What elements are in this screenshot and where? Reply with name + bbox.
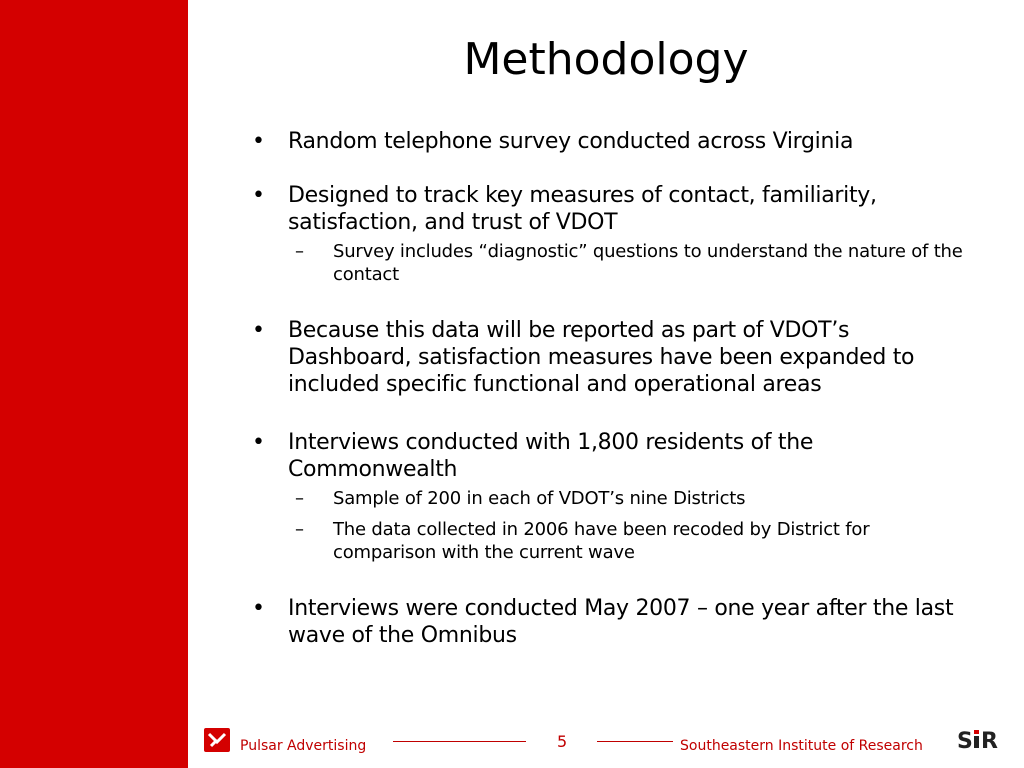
bullet-item: • Because this data will be reported as part of VDOT’s Dashboard, satisfaction measures have been expanded to included specific functional and operational areas [252, 318, 915, 397]
bullet-text: Interviews conducted with 1,800 residents of the Commonwealth [288, 430, 814, 482]
footer-divider-left [393, 741, 526, 742]
sub-bullet-item: – The data collected in 2006 have been recoded by District for comparison with the current wave [295, 519, 870, 563]
svg-text:R: R [981, 729, 998, 754]
bullet-text: Designed to track key measures of contact, familiarity, satisfaction, and trust of VDOT [288, 183, 877, 235]
pulsar-logo-icon [204, 728, 230, 752]
slide-title: Methodology [463, 34, 749, 85]
bullet-text: Random telephone survey conducted across Virginia [288, 129, 854, 154]
svg-text:S: S [957, 729, 973, 754]
bullet-item: • Interviews were conducted May 2007 – one year after the last wave of the Omnibus [252, 596, 954, 648]
sub-bullet-item: – Sample of 200 in each of VDOT’s nine Districts [295, 488, 746, 509]
bullet-list [250, 128, 970, 649]
bullet-text: Because this data will be reported as part of VDOT’s Dashboard, satisfaction measures have been expanded to included specific functional and operational areas [288, 318, 915, 397]
left-red-bar [0, 0, 188, 768]
page-number: 5 [557, 732, 568, 751]
footer-right-org: Southeastern Institute of Research [680, 738, 923, 754]
bullet-text: Interviews were conducted May 2007 – one year after the last wave of the Omnibus [288, 596, 954, 648]
slide-footer [0, 720, 1024, 768]
sub-bullet-item: – Survey includes “diagnostic” questions to understand the nature of the contact [295, 241, 963, 285]
footer-left-org: Pulsar Advertising [240, 738, 367, 754]
bullet-item: • Random telephone survey conducted across Virginia [252, 129, 854, 154]
bullet-item: • Interviews conducted with 1,800 residents of the Commonwealth [252, 430, 814, 482]
sir-logo-icon [957, 726, 1009, 754]
sub-bullet-text: Sample of 200 in each of VDOT’s nine Districts [333, 488, 746, 509]
sub-bullet-text: Survey includes “diagnostic” questions to understand the nature of the contact [333, 241, 963, 285]
footer-divider-right [597, 741, 673, 742]
sub-bullet-text: The data collected in 2006 have been recoded by District for comparison with the current wave [333, 519, 870, 563]
bullet-item: • Designed to track key measures of contact, familiarity, satisfaction, and trust of VDOT [252, 183, 877, 235]
